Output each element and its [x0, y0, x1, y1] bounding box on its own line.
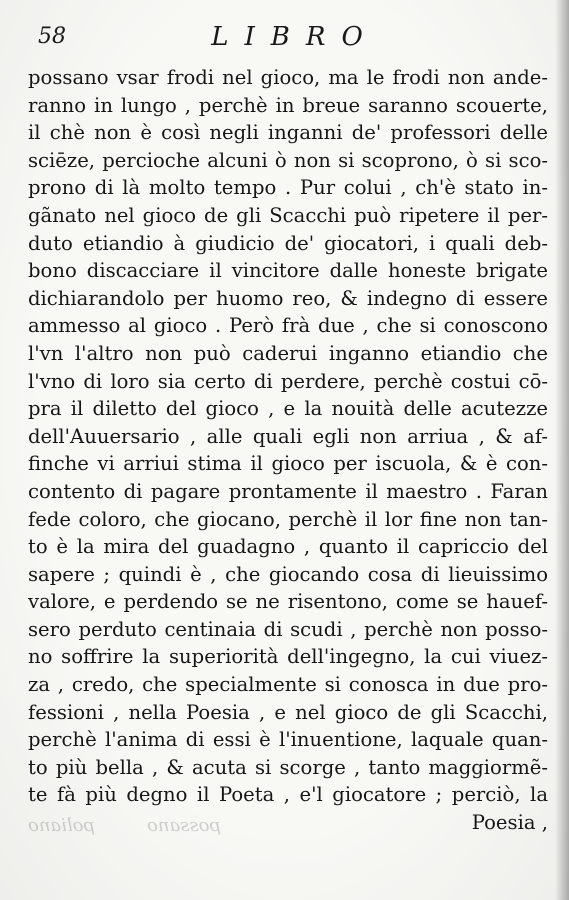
text-line: l'vno di loro sia certo di perdere, perchè costui cō-: [28, 369, 548, 393]
text-line: il chè non è così negli inganni de' professori delle: [28, 121, 548, 145]
text-line: ranno in lungo , perchè in breue saranno scouerte,: [28, 93, 548, 117]
page-number: 58: [38, 24, 66, 49]
catchword: Poesia ,: [471, 811, 548, 835]
text-line: no soffrire la superiorità dell'ingegno, la cui viuez-: [28, 645, 548, 669]
text-line: possano vsar frodi nel gioco, ma le frodi non ande-: [28, 66, 548, 89]
bleed-word: possano: [147, 815, 222, 836]
text-line: finche vi arriui stima il gioco per iscuola, & è con-: [28, 452, 548, 476]
text-line: dell'Auuersario , alle quali egli non arriua , & af-: [28, 424, 548, 448]
text-line: bono discacciare il vincitore dalle honeste brigate: [28, 259, 548, 283]
text-line: ammesso al gioco . Però frà due , che si conoscono: [28, 314, 548, 338]
page-edge-shadow: [555, 0, 569, 900]
text-line: valore, e perdendo se ne risentono, come se hauef-: [28, 590, 548, 614]
text-line: fessioni , nella Poesia , e nel gioco de gli Scacchi,: [28, 700, 548, 724]
text-line: contento di pagare prontamente il maestro . Faran: [28, 479, 548, 503]
text-line: fede coloro, che giocano, perchè il lor fine non tan-: [28, 507, 548, 531]
text-line: duto etiandio à giudicio de' giocatori, i quali deb-: [28, 231, 548, 255]
bleed-word: poliano: [28, 815, 96, 836]
text-line: to più bella , & acuta si scorge , tanto maggiormẽ-: [28, 755, 548, 779]
text-line: prono di là molto tempo . Pur colui , ch'è stato in-: [28, 176, 548, 200]
text-line: l'vn l'altro non può caderui inganno etiandio che: [28, 341, 548, 365]
page-header: [0, 18, 569, 58]
text-line: to è la mira del guadagno , quanto il capriccio del: [28, 535, 548, 559]
text-line: sero perduto centinaia di scudi , perchè non posso-: [28, 617, 548, 641]
text-line: pra il diletto del gioco , e la nouità delle acutezze: [28, 397, 548, 421]
text-line: perchè l'anima di essi è l'inuentione, laquale quan-: [28, 728, 548, 752]
text-line: dichiarandolo per huomo reo, & indegno di essere: [28, 286, 548, 310]
bleed-through-text: [28, 815, 221, 836]
body-text: [28, 64, 548, 837]
text-line: za , credo, che specialmente si conosca in due pro-: [28, 673, 548, 697]
running-title: LIBRO: [211, 22, 379, 52]
text-line: sapere ; quindi è , che giocando cosa di lieuissimo: [28, 562, 548, 586]
text-line: gãnato nel gioco de gli Scacchi può ripetere il per-: [28, 203, 548, 227]
text-line: sciēze, percioche alcuni ò non si scoprono, ò si sco-: [28, 148, 548, 172]
text-line: te fà più degno il Poeta , e'l giocatore ; perciò, la: [28, 783, 548, 807]
